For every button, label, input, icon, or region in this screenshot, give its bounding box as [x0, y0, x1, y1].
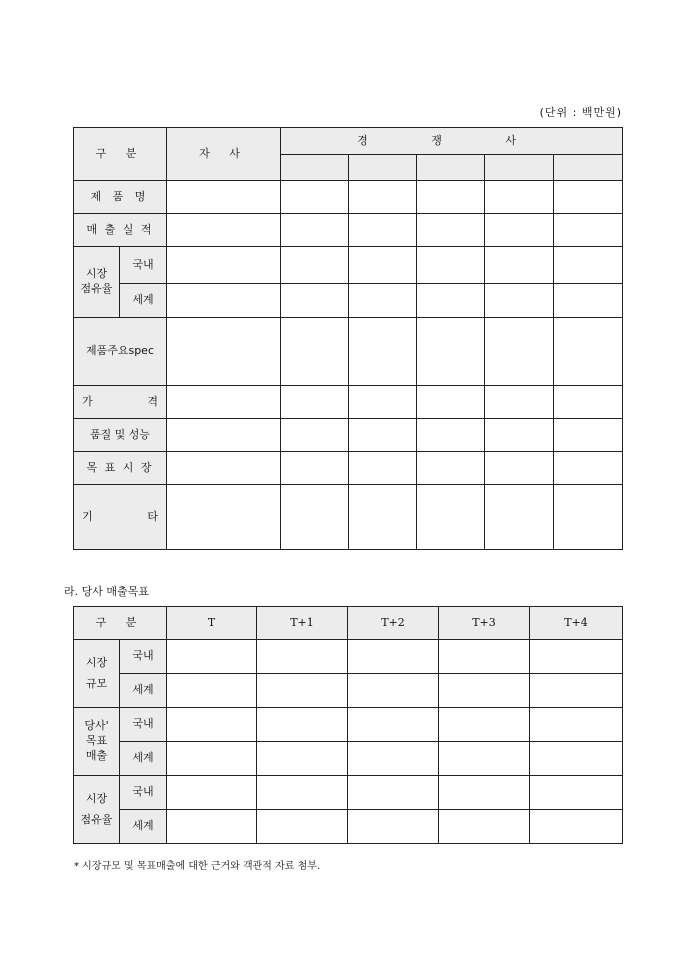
- cell: [257, 674, 348, 708]
- cell: [349, 284, 417, 318]
- cell: [257, 708, 348, 742]
- cell: [417, 386, 485, 419]
- cell: [349, 318, 417, 386]
- cell: [439, 674, 530, 708]
- cell: [530, 810, 623, 844]
- etc-label-b: 타: [147, 509, 158, 523]
- cell: [348, 742, 439, 776]
- header-year-t: T: [167, 607, 257, 640]
- cell: [554, 485, 623, 550]
- cell: [485, 318, 554, 386]
- price-label-a: 가: [82, 394, 93, 408]
- cell: [417, 214, 485, 247]
- cell: [167, 284, 281, 318]
- cell: [167, 386, 281, 419]
- competitor-col-3: [417, 155, 485, 181]
- cell: [167, 452, 281, 485]
- cell: [349, 214, 417, 247]
- cell: [257, 810, 348, 844]
- row-label-company-target: 당사' 목표 매출: [74, 708, 120, 776]
- cell: [348, 810, 439, 844]
- cell: [281, 247, 349, 284]
- cell: [530, 742, 623, 776]
- section-title: 라. 당사 매출목표: [64, 585, 149, 598]
- cell: [530, 708, 623, 742]
- row-label-target-market: 목 표 시 장: [74, 452, 167, 485]
- cell: [257, 640, 348, 674]
- cell: [348, 776, 439, 810]
- cell: [554, 284, 623, 318]
- cell: [554, 386, 623, 419]
- cell: [554, 452, 623, 485]
- price-label-b: 격: [147, 394, 158, 408]
- competitor-col-2: [349, 155, 417, 181]
- row-label-market-share: 시장 점유율: [74, 776, 120, 844]
- cell: [485, 452, 554, 485]
- cell: [348, 708, 439, 742]
- row-label-product-name: 제 품 명: [74, 181, 167, 214]
- cell: [417, 181, 485, 214]
- cell: [281, 419, 349, 452]
- cell: [348, 674, 439, 708]
- cell: [417, 485, 485, 550]
- cell: [167, 708, 257, 742]
- cell: [439, 742, 530, 776]
- cell: [417, 452, 485, 485]
- cell: [281, 452, 349, 485]
- cell: [281, 284, 349, 318]
- header-year-t1: T+1: [257, 607, 348, 640]
- cell: [167, 810, 257, 844]
- row-label-domestic: 국내: [120, 640, 167, 674]
- cell: [167, 419, 281, 452]
- row-label-market-share: 시장 점유율: [74, 247, 120, 318]
- competitor-comparison-table: [73, 127, 623, 550]
- cell: [349, 386, 417, 419]
- header-gubun: 구 분: [74, 128, 167, 181]
- row-label-quality: 품질 및 성능: [74, 419, 167, 452]
- cell: [439, 810, 530, 844]
- header-gubun: 구 분: [74, 607, 167, 640]
- cell: [485, 386, 554, 419]
- cell: [485, 284, 554, 318]
- row-label-domestic: 국내: [120, 247, 167, 284]
- header-year-t3: T+3: [439, 607, 530, 640]
- sales-target-table: [73, 606, 623, 844]
- cell: [439, 708, 530, 742]
- cell: [167, 318, 281, 386]
- row-label-domestic: 국내: [120, 708, 167, 742]
- cell: [281, 485, 349, 550]
- cell: [417, 284, 485, 318]
- etc-label-a: 기: [82, 509, 93, 523]
- cell: [257, 742, 348, 776]
- cell: [349, 419, 417, 452]
- competitor-col-5: [554, 155, 623, 181]
- competitor-col-1: [281, 155, 349, 181]
- header-competitor: 경 쟁 사: [281, 128, 623, 155]
- cell: [349, 247, 417, 284]
- row-label-domestic: 국내: [120, 776, 167, 810]
- cell: [348, 640, 439, 674]
- cell: [485, 214, 554, 247]
- cell: [417, 247, 485, 284]
- competitor-col-4: [485, 155, 554, 181]
- cell: [167, 640, 257, 674]
- header-year-t4: T+4: [530, 607, 623, 640]
- cell: [281, 181, 349, 214]
- cell: [167, 247, 281, 284]
- cell: [167, 181, 281, 214]
- cell: [485, 247, 554, 284]
- cell: [167, 674, 257, 708]
- header-year-t2: T+2: [348, 607, 439, 640]
- cell: [554, 419, 623, 452]
- cell: [281, 214, 349, 247]
- cell: [530, 776, 623, 810]
- row-label-sales-record: 매 출 실 적: [74, 214, 167, 247]
- row-label-world: 세계: [120, 284, 167, 318]
- cell: [554, 318, 623, 386]
- cell: [530, 640, 623, 674]
- footnote: * 시장규모 및 목표매출에 대한 근거와 객관적 자료 첨부.: [74, 861, 321, 872]
- row-label-market-size: 시장 규모: [74, 640, 120, 708]
- cell: [167, 742, 257, 776]
- row-label-world: 세계: [120, 810, 167, 844]
- cell: [167, 776, 257, 810]
- header-self: 자 사: [167, 128, 281, 181]
- cell: [439, 640, 530, 674]
- cell: [485, 485, 554, 550]
- cell: [257, 776, 348, 810]
- row-label-world: 세계: [120, 674, 167, 708]
- cell: [417, 419, 485, 452]
- row-label-price: [74, 386, 167, 419]
- cell: [349, 452, 417, 485]
- cell: [417, 318, 485, 386]
- cell: [281, 318, 349, 386]
- cell: [554, 247, 623, 284]
- cell: [167, 485, 281, 550]
- cell: [349, 181, 417, 214]
- cell: [349, 485, 417, 550]
- row-label-world: 세계: [120, 742, 167, 776]
- cell: [485, 419, 554, 452]
- cell: [530, 674, 623, 708]
- cell: [554, 181, 623, 214]
- cell: [439, 776, 530, 810]
- row-label-etc: [74, 485, 167, 550]
- cell: [554, 214, 623, 247]
- cell: [281, 386, 349, 419]
- row-label-main-spec: 제품주요spec: [74, 318, 167, 386]
- cell: [485, 181, 554, 214]
- cell: [167, 214, 281, 247]
- unit-label: (단위 : 백만원): [539, 106, 622, 119]
